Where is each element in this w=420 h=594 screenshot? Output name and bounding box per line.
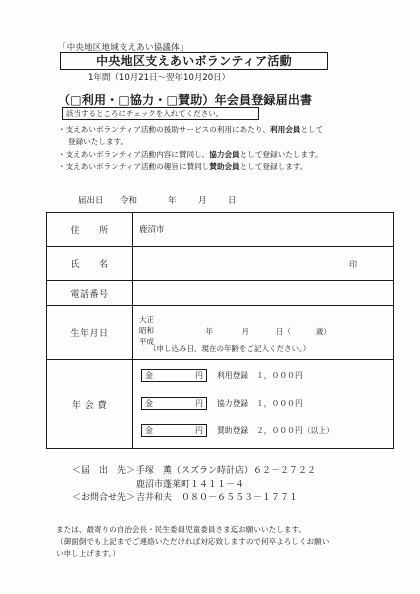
submit-label: ＜届 出 先＞ (72, 466, 136, 476)
birthdate-year: 年 (205, 327, 213, 336)
contact-info (72, 465, 316, 506)
fee-cooperate-prefix: 金 (145, 399, 153, 408)
submit-line (72, 465, 316, 479)
fee-cooperate-desc: 協力登録 １，０００円 (217, 399, 303, 408)
fee-use-prefix: 金 (145, 371, 153, 380)
phone-row (47, 281, 393, 306)
organization-tag: 「中央地区地域支えあい協議体」 (58, 43, 189, 53)
name-field[interactable] (133, 247, 393, 280)
fee-use-amount-box[interactable] (141, 369, 207, 382)
footnote-line-3: い申し上げます。） (56, 549, 120, 559)
seal-mark: 印 (349, 260, 357, 269)
inquiry-line (72, 492, 316, 506)
bullet-use-member-cont: 登録いたします。 (68, 137, 129, 147)
birthdate-month: 月 (241, 327, 249, 336)
filing-date-year: 年 (168, 196, 177, 206)
birthdate-age: 歳） (316, 327, 331, 336)
birthdate-row (47, 306, 393, 360)
footnote-line-1: または、最寄りの自治会長・民生委員児童委員さま迄お願いいたします。 (56, 525, 306, 534)
address-row (47, 213, 393, 247)
filing-date-label: 届出日 (78, 196, 104, 206)
membership-type-list (58, 124, 398, 173)
name-row (47, 247, 393, 281)
filing-date-day: 日 (228, 196, 237, 206)
address-city: 鹿沼市 (139, 225, 165, 235)
fee-cooperate-amount-box[interactable] (141, 397, 207, 410)
membership-period: 1年間（10月21日～翌年10月20日） (88, 73, 231, 83)
era-showa: 昭和 (139, 326, 154, 335)
bullet-use-member: ・支えあいボランティア活動の援助サービスの利用にあたり、利用会員として (58, 125, 324, 134)
name-label: 氏 名 (47, 247, 133, 280)
fee-support-unit: 円 (195, 426, 203, 435)
bullet-support-member: ・支えあいボランティア活動の趣旨に賛同し賛助会員として登録します。 (58, 161, 308, 171)
fee-support-prefix: 金 (145, 426, 153, 435)
check-instruction: 該当するところにチェックを入れてください。 (62, 107, 259, 120)
address-field[interactable] (133, 213, 393, 246)
footnote (56, 524, 386, 561)
form-title: 中央地区支えあいボランティア活動 (60, 52, 328, 70)
birthdate-field[interactable] (133, 306, 393, 359)
filing-date-month: 月 (198, 196, 207, 206)
inquiry-label: ＜お問合せ先＞ (72, 493, 136, 503)
bullet-cooperate-member: ・支えあいボランティア活動内容に賛同し、協力会員として登録いたします。 (58, 149, 323, 159)
fee-support-amount-box[interactable] (141, 424, 207, 437)
fee-use-desc: 利用登録 １，０００円 (217, 371, 303, 380)
fee-use-unit: 円 (195, 371, 203, 380)
form-subtitle: （□利用・□協力・□賛助）年会員登録届出書 (58, 93, 313, 107)
phone-field[interactable] (133, 281, 393, 305)
birthdate-note: （申し込み日、現在の年齢をご記入ください。） (149, 344, 311, 353)
fee-label: 年 会 費 (47, 360, 133, 448)
fee-cooperate-unit: 円 (195, 399, 203, 408)
birthdate-label: 生年月日 (47, 306, 133, 359)
filing-date-era: 令和 (120, 196, 138, 206)
submit-address: 鹿沼市蓬莱町１４１１－４ (136, 479, 245, 490)
filing-date (78, 194, 237, 206)
submit-name: 手塚 薫（スズラン時計店）６２－２７２２ (136, 466, 317, 476)
phone-label: 電話番号 (47, 281, 133, 305)
era-heisei: 平成 (139, 337, 154, 346)
address-label: 住 所 (47, 213, 133, 246)
registration-table (46, 212, 394, 449)
fee-field (133, 360, 393, 448)
birthdate-parts (177, 326, 331, 337)
fee-support-desc: 賛助登録 ２，０００円（以上） (217, 426, 334, 435)
era-taisho: 大正 (139, 315, 154, 324)
inquiry-name: 吉井和夫 ０８０－６５５３－１７７１ (136, 493, 299, 503)
birthdate-day: 日（ (276, 327, 291, 336)
footnote-line-2: （御面倒でも上記までご連絡いただければ対応致しますので何卒よろしくお願い (56, 537, 330, 547)
fee-row (47, 360, 393, 448)
